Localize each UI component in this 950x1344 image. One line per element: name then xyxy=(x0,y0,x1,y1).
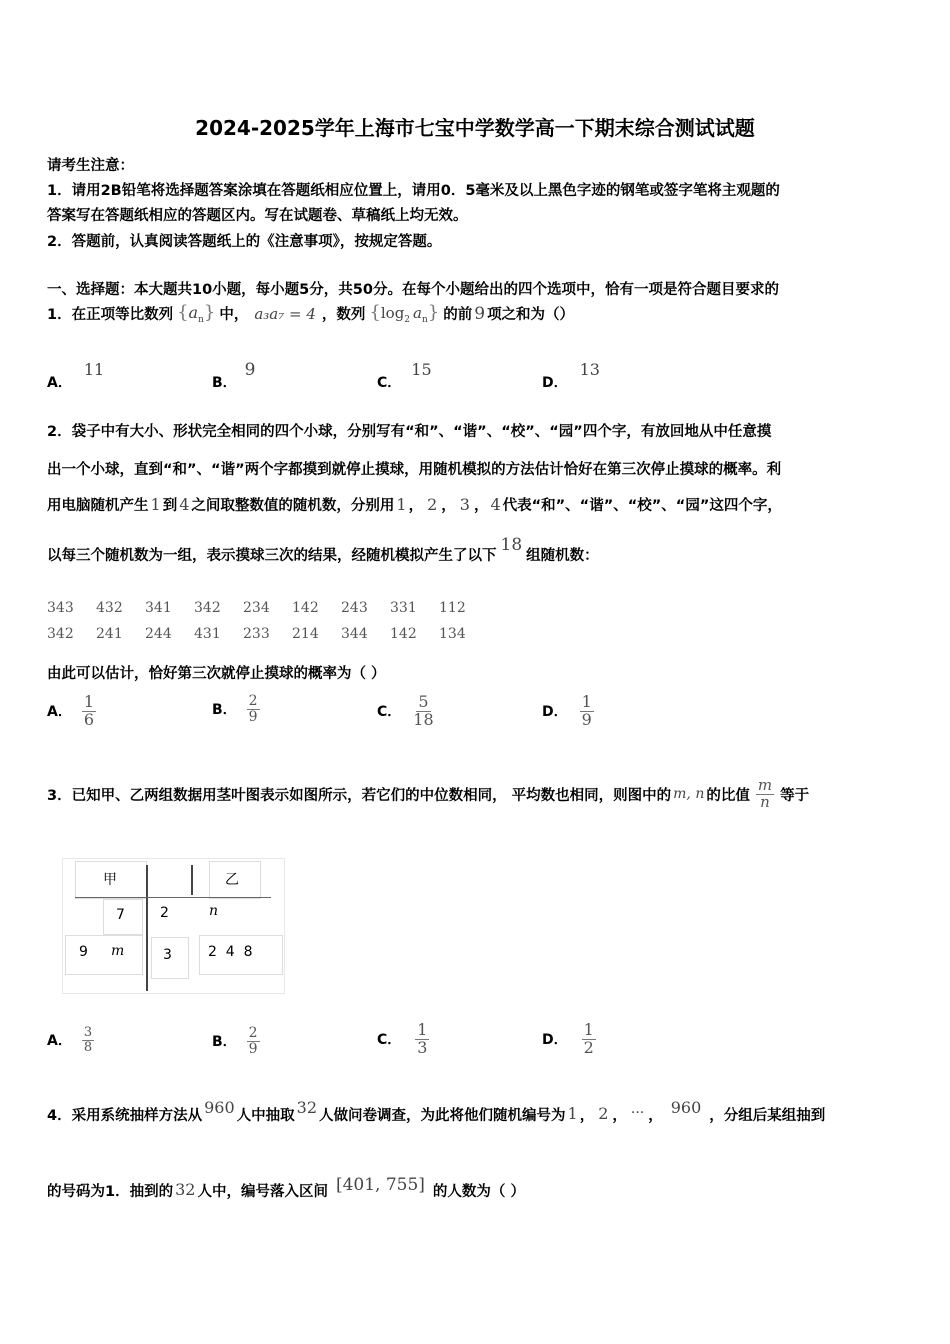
q1-option-b[interactable] xyxy=(212,360,256,391)
q2-option-a-label: A． xyxy=(47,704,72,721)
q2-r2-7: 142 xyxy=(390,626,417,642)
q4-text-2: 人中抽取 xyxy=(236,1108,295,1124)
q3-c-num: 1 xyxy=(417,1020,428,1039)
q1-log-sub: n xyxy=(421,315,428,326)
q2-r2-5: 214 xyxy=(292,626,319,642)
q1-option-c[interactable] xyxy=(377,360,432,391)
q1-text-1: 1．在正项等比数列 xyxy=(47,307,174,324)
q2-sep-2: ， xyxy=(441,498,456,514)
q2-r1-3: 342 xyxy=(194,600,221,616)
q1-nine: 9 xyxy=(474,303,486,324)
q2-r2-6: 344 xyxy=(341,626,368,642)
table-r1-leaf-left: 7 xyxy=(116,907,125,923)
q2-b-den: 9 xyxy=(248,708,258,725)
q2-r2-8: 134 xyxy=(439,626,466,642)
q1-log-arg: a xyxy=(413,304,422,323)
q2-r2-2: 244 xyxy=(145,626,172,642)
q2-r1-4: 234 xyxy=(243,600,270,616)
q4-sample-size: 32 xyxy=(296,1098,317,1117)
q2-count: 18 xyxy=(500,535,523,555)
notes-heading: 请考生注意： xyxy=(47,158,134,174)
q2-r1-2: 341 xyxy=(145,600,172,616)
q1-option-d-label: D． xyxy=(542,375,568,391)
q2-option-b-fraction xyxy=(247,694,260,724)
q4-total: 960 xyxy=(204,1098,235,1117)
q3-option-d-fraction xyxy=(582,1022,596,1057)
q1-text-4: 的前 xyxy=(443,307,473,324)
q3-text-1: 3．已知甲、乙两组数据用茎叶图表示如图所示，若它们的中位数相同， 平均数也相同，则图中的 xyxy=(47,787,672,804)
q3-ratio-fraction xyxy=(756,778,774,811)
q2-r1-5: 142 xyxy=(292,600,319,616)
q2-option-c-fraction xyxy=(411,694,435,729)
q2-option-b-label: B． xyxy=(212,702,237,719)
q1-sequence-an: $\{a_n\}$ xyxy=(177,302,216,326)
table-r2-leaf-left-m: m xyxy=(111,943,125,959)
q4-text-1: 4．采用系统抽样方法从 xyxy=(47,1108,203,1124)
table-header-yi: 乙 xyxy=(225,872,239,888)
q3-ratio-num: m xyxy=(757,776,773,794)
q1-log-base: 2 xyxy=(404,315,411,326)
q4-line-2a: 的号码为1．抽到的 xyxy=(47,1184,174,1200)
q3-option-a[interactable] xyxy=(47,1026,94,1054)
q2-r2-3: 431 xyxy=(194,626,221,642)
q2-r1-6: 243 xyxy=(341,600,368,616)
section-1-heading: 一、选择题：本大题共10小题，每小题5分，共50分。在每个小题给出的四个选项中，恰有一项是符合题目要求的 xyxy=(47,282,779,298)
q3-a-den: 8 xyxy=(83,1039,93,1055)
q2-r1-0: 343 xyxy=(47,600,74,616)
q1-seq-subscript: n xyxy=(198,315,204,326)
q1-condition: a₃a₇ = 4 xyxy=(254,304,316,323)
stem-leaf-table xyxy=(62,858,285,994)
q1-option-a-label: A． xyxy=(47,375,72,391)
q2-r2-1: 241 xyxy=(96,626,123,642)
q4-num-960: 960 xyxy=(670,1098,702,1117)
q3-a-num: 3 xyxy=(83,1025,93,1040)
q3-option-d-label: D． xyxy=(542,1032,568,1049)
table-r1-stem: 2 xyxy=(160,905,169,921)
q2-r2-0: 342 xyxy=(47,626,74,642)
q2-line-3c: 之间取整数值的随机数，分别用 xyxy=(191,498,395,514)
table-r2-stem: 3 xyxy=(163,947,172,963)
q4-text-3: 人做问卷调查，为此将他们随机编号为 xyxy=(319,1108,566,1124)
q2-option-c-label: C． xyxy=(377,704,402,721)
q2-r1-7: 331 xyxy=(390,600,417,616)
q3-mn: m, n xyxy=(673,786,705,803)
table-r1-leaf-right: n xyxy=(209,903,219,919)
q2-sep-1: ， xyxy=(408,498,424,514)
q3-b-num: 2 xyxy=(248,1025,258,1041)
q2-line-3 xyxy=(47,494,782,515)
q1-seq-symbol: a xyxy=(188,303,199,322)
table-header-jia: 甲 xyxy=(103,872,117,888)
q3-b-den: 9 xyxy=(248,1040,258,1057)
q1-option-b-label: B． xyxy=(212,375,237,391)
q2-num-4: 4 xyxy=(179,495,190,514)
q2-question: 由此可以估计，恰好第三次就停止摸球的概率为（ ） xyxy=(47,666,386,682)
q4-interval: [401, 755] xyxy=(335,1175,425,1195)
q4-line-2c: 的人数为（ ） xyxy=(432,1184,525,1200)
q2-line-2: 出一个小球，直到“和”、“谐”两个字都摸到就停止摸球，用随机模拟的方法估计恰好在第三次停止摸球的概率。利 xyxy=(47,462,782,478)
q1-log-word: log xyxy=(380,304,405,323)
q2-line-3a: 用电脑随机产生 xyxy=(47,498,149,514)
q3-text-3: 等于 xyxy=(780,787,810,804)
q1-option-d-value: 13 xyxy=(579,360,600,379)
notes-line-1b: 答案写在答题纸相应的答题区内。写在试题卷、草稿纸上均无效。 xyxy=(47,208,468,224)
question-1-stem xyxy=(47,302,574,325)
q2-line-4b: 组随机数： xyxy=(526,548,599,564)
q3-ratio-den: n xyxy=(760,792,770,811)
table-divider-right-top xyxy=(191,865,193,895)
q4-text-4: ，分组后某组抽到 xyxy=(709,1108,826,1124)
q2-line-3b: 到 xyxy=(162,498,178,514)
q3-d-den: 2 xyxy=(583,1037,594,1057)
q4-comma-3: ， xyxy=(648,1108,663,1124)
q2-option-a[interactable] xyxy=(47,694,96,729)
q4-num-1: 1 xyxy=(567,1104,578,1123)
q2-random-row-1 xyxy=(47,600,466,616)
q2-num-1: 1 xyxy=(150,495,161,514)
q2-b-num: 2 xyxy=(248,693,258,709)
q3-d-num: 1 xyxy=(583,1020,594,1039)
table-header-rule xyxy=(75,897,271,898)
q1-option-b-value: 9 xyxy=(244,360,256,380)
q2-option-d[interactable] xyxy=(542,694,594,729)
q4-sample-size-2: 32 xyxy=(175,1180,196,1199)
q3-option-d[interactable] xyxy=(542,1022,596,1057)
q2-c-num: 5 xyxy=(418,692,429,711)
q1-option-a[interactable] xyxy=(47,360,105,391)
q1-option-c-value: 15 xyxy=(411,360,432,379)
q1-log-sequence: {$\log_2$ $a_n$} xyxy=(369,302,440,326)
q2-random-row-2 xyxy=(47,626,466,642)
q2-sep-3: ， xyxy=(473,498,489,514)
q3-option-a-label: A． xyxy=(47,1033,72,1050)
q3-option-c-label: C． xyxy=(377,1032,402,1049)
notes-line-2: 2．答题前，认真阅读答题纸上的《注意事项》，按规定答题。 xyxy=(47,234,442,250)
q4-comma-2: ， xyxy=(612,1108,627,1124)
q2-code-3: 3 xyxy=(459,495,470,514)
question-4-stem xyxy=(47,1098,826,1127)
q3-option-a-fraction xyxy=(82,1026,94,1054)
q2-option-a-fraction xyxy=(82,694,96,729)
q2-line-1: 2．袋子中有大小、形状完全相同的四个小球，分别写有“和”、“谐”、“校”、“园”四个字，有放回地从中任意摸 xyxy=(47,424,772,440)
q2-r1-1: 432 xyxy=(96,600,123,616)
q1-text-2: 中， xyxy=(219,307,249,324)
notes-line-1a: 1．请用2B铅笔将选择题答案涂填在答题纸相应位置上，请用0．5毫米及以上黑色字迹的钢笔或签字笔将主观题的 xyxy=(47,183,780,199)
q1-option-c-label: C． xyxy=(377,375,402,391)
q3-c-den: 3 xyxy=(417,1037,428,1057)
q2-c-den: 18 xyxy=(413,709,434,729)
q2-r1-8: 112 xyxy=(439,600,466,616)
question-3-stem xyxy=(47,778,809,811)
q1-option-d[interactable] xyxy=(542,360,600,391)
page-title: 2024-2025学年上海市七宝中学数学高一下期末综合测试试题 xyxy=(195,116,755,140)
q3-option-b-fraction xyxy=(247,1026,260,1056)
q4-num-2: 2 xyxy=(598,1104,609,1123)
q2-code-1: 1 xyxy=(396,495,407,514)
q2-option-d-fraction xyxy=(580,694,594,729)
q4-line-2 xyxy=(47,1175,525,1203)
q2-option-c[interactable] xyxy=(377,694,436,729)
q3-option-b[interactable] xyxy=(212,1026,260,1056)
q2-line-4 xyxy=(47,535,599,567)
q2-line-4a: 以每三个随机数为一组，表示摸球三次的结果，经随机模拟产生了以下 xyxy=(47,548,497,564)
q2-option-b[interactable] xyxy=(212,694,260,724)
q2-code-4: 4 xyxy=(490,495,501,514)
q1-text-3: ，数列 xyxy=(321,307,366,324)
q2-d-num: 1 xyxy=(581,692,592,711)
q4-ellipsis: ··· xyxy=(630,1105,645,1121)
q2-r2-4: 233 xyxy=(243,626,270,642)
q2-line-3d: 代表“和”、“谐”、“校”、“园”这四个字， xyxy=(502,498,782,514)
table-r2-leaf-right: 2 4 8 xyxy=(208,944,253,960)
q4-line-2b: 人中，编号落入区间 xyxy=(197,1184,328,1200)
q4-comma-1: ， xyxy=(579,1108,595,1124)
q3-option-c[interactable] xyxy=(377,1022,429,1057)
q1-text-5: 项之和为（） xyxy=(487,307,575,324)
q3-option-c-fraction xyxy=(415,1022,429,1057)
table-cell-r2-left xyxy=(65,935,143,975)
table-r2-leaf-left-9: 9 xyxy=(79,944,88,960)
q2-d-den: 9 xyxy=(581,709,592,729)
q3-text-2: 的比值 xyxy=(706,787,750,804)
q2-a-num: 1 xyxy=(83,692,95,711)
table-divider-left xyxy=(146,865,148,991)
q3-option-b-label: B． xyxy=(212,1034,237,1051)
q2-a-den: 6 xyxy=(83,709,95,729)
q2-option-d-label: D． xyxy=(542,704,568,721)
q1-option-a-value: 11 xyxy=(83,360,105,379)
q2-code-2: 2 xyxy=(427,495,438,514)
